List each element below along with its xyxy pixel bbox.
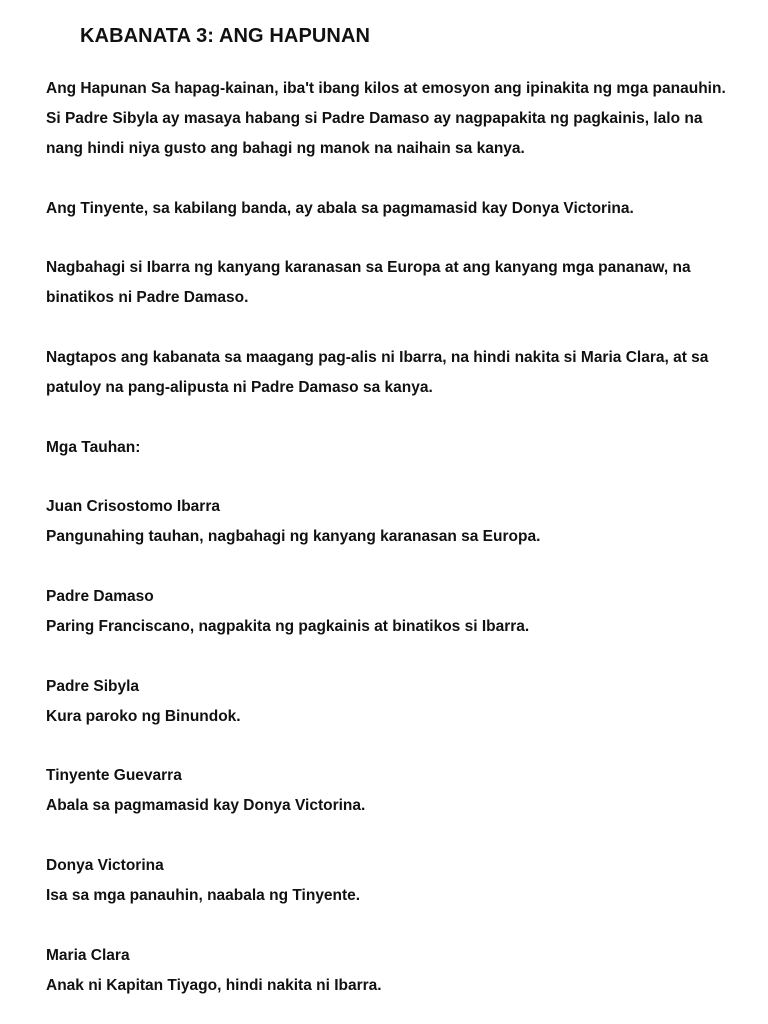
character-entry (46, 582, 736, 642)
character-description: Isa sa mga panauhin, naabala ng Tinyente. (46, 887, 361, 904)
character-entry (46, 672, 736, 732)
character-entry (46, 492, 736, 552)
character-entry (46, 941, 736, 1001)
character-description: Abala sa pagmamasid kay Donya Victorina. (46, 797, 366, 814)
character-description: Anak ni Kapitan Tiyago, hindi nakita ni Ibarra. (46, 977, 382, 994)
characters-heading: Mga Tauhan: (46, 439, 141, 456)
character-name: Padre Sibyla (46, 678, 140, 695)
character-name: Maria Clara (46, 947, 130, 964)
character-entry (46, 851, 736, 911)
character-description: Kura paroko ng Binundok. (46, 708, 241, 725)
summary-paragraph-3: Nagbahagi si Ibarra ng kanyang karanasan sa Europa at ang kanyang mga pananaw, na binatikos ni Padre Damaso. (46, 259, 691, 306)
character-name: Tinyente Guevarra (46, 767, 182, 784)
character-name: Juan Crisostomo Ibarra (46, 498, 220, 515)
character-description: Paring Franciscano, nagpakita ng pagkainis at binatikos si Ibarra. (46, 618, 530, 635)
document-title: KABANATA 3: ANG HAPUNAN (80, 25, 371, 47)
summary-paragraph-2: Ang Tinyente, sa kabilang banda, ay abala sa pagmamasid kay Donya Victorina. (46, 200, 634, 217)
character-name: Padre Damaso (46, 588, 154, 605)
character-description: Pangunahing tauhan, nagbahagi ng kanyang karanasan sa Europa. (46, 528, 541, 545)
summary-paragraph-1: Ang Hapunan Sa hapag-kainan, iba't ibang kilos at emosyon ang ipinakita ng mga panauhin. Si Padre Sibyla ay masaya habang si Padre Damaso ay nagpapakita ng pagkainis, lalo na nang hindi niya gusto ang bahagi ng manok na naihain sa kanya. (46, 80, 726, 157)
character-entry (46, 761, 736, 821)
summary-paragraph-4: Nagtapos ang kabanata sa maagang pag-alis ni Ibarra, na hindi nakita si Maria Clara, at sa patuloy na pang-alipusta ni Padre Damaso sa kanya. (46, 349, 709, 396)
character-name: Donya Victorina (46, 857, 164, 874)
